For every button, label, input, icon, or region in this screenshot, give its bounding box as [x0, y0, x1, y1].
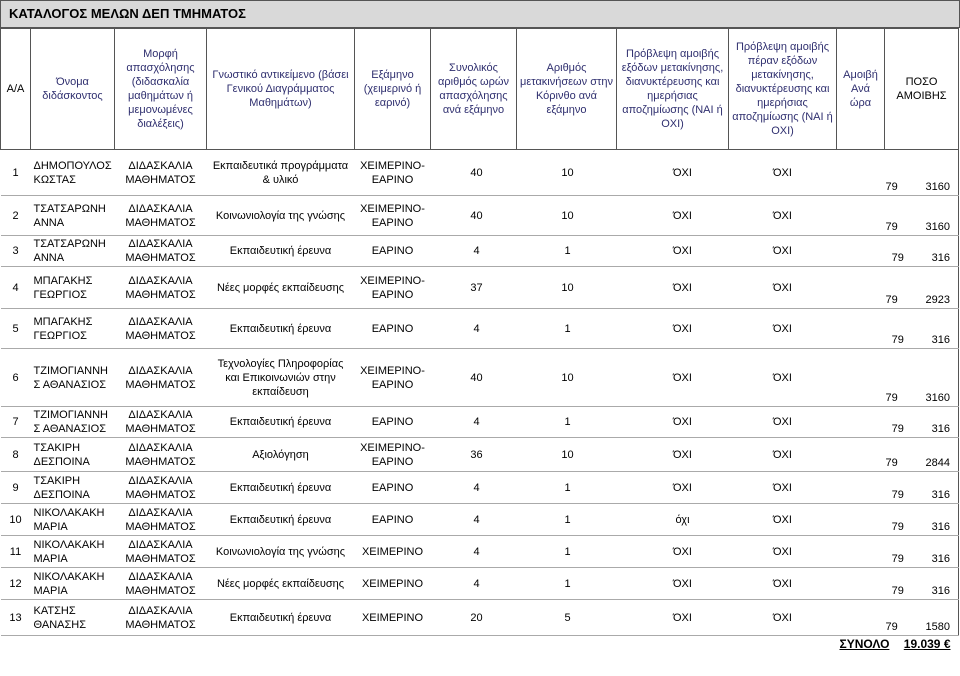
trips: 5 — [564, 611, 571, 624]
employment-type: ΔΙΔΑΣΚΑΛΙΑ ΜΑΘΗΜΑΤΟΣ — [115, 309, 207, 349]
semester: ΧΕΙΜΕΡΙΝΟ — [355, 536, 431, 568]
row-number: 6 — [1, 349, 31, 407]
numbers-group — [431, 349, 837, 407]
numbers-group — [431, 150, 837, 196]
semester: ΧΕΙΜΕΡΙΝΟ — [355, 568, 431, 600]
employment-type: ΔΙΔΑΣΚΑΛΙΑ ΜΑΘΗΜΑΤΟΣ — [115, 504, 207, 536]
numbers-group — [431, 196, 837, 236]
trips: 1 — [564, 481, 571, 494]
extra-pay-flag: ΌΧΙ — [773, 513, 792, 526]
numbers-group — [431, 438, 837, 472]
hours: 20 — [470, 611, 483, 624]
expenses-flag: ΌΧΙ — [673, 281, 692, 294]
table-row — [1, 150, 959, 196]
hours: 4 — [473, 481, 480, 494]
teacher-name: ΝΙΚΟΛΑΚΑΚΗ ΜΑΡΙΑ — [31, 504, 115, 536]
hourly-rate: 79 — [891, 334, 904, 346]
numbers-group — [431, 236, 837, 267]
row-number: 13 — [1, 600, 31, 636]
employment-type: ΔΙΔΑΣΚΑΛΙΑ ΜΑΘΗΜΑΤΟΣ — [115, 196, 207, 236]
table-row — [1, 568, 959, 600]
teacher-name: ΔΗΜΟΠΟΥΛΟΣ ΚΩΣΤΑΣ — [31, 150, 115, 196]
teacher-name: ΝΙΚΟΛΑΚΑΚΗ ΜΑΡΙΑ — [31, 536, 115, 568]
trips: 1 — [564, 416, 571, 428]
numbers-group — [431, 536, 837, 568]
extra-pay-flag: ΌΧΙ — [773, 448, 792, 461]
row-number: 12 — [1, 568, 31, 600]
expenses-flag: ΌΧΙ — [673, 416, 692, 428]
hourly-rate: 79 — [885, 392, 898, 404]
hours: 40 — [470, 371, 483, 384]
row-number: 9 — [1, 472, 31, 504]
col-extra-pay-header: Πρόβλεψη αμοιβής πέραν εξόδων μετακίνησης, διανυκτέρευσης και ημερήσιας αποζημίωσης (ΝΑΙ ή ΟΧΙ) — [729, 29, 837, 150]
amount: 3160 — [925, 392, 950, 404]
semester: ΧΕΙΜΕΡΙΝΟ — [355, 600, 431, 636]
total-label: ΣΥΝΟΛΟ — [839, 637, 890, 651]
amount: 316 — [931, 585, 950, 597]
payment — [837, 196, 959, 236]
subject: Εκπαιδευτική έρευνα — [207, 236, 355, 267]
numbers-group — [431, 267, 837, 309]
extra-pay-flag: ΌΧΙ — [773, 245, 792, 257]
amount: 1580 — [925, 621, 950, 633]
payment — [837, 349, 959, 407]
subject: Τεχνολογίες Πληροφορίας και Επικοινωνιών στην εκπαίδευση — [207, 349, 355, 407]
expenses-flag: ΌΧΙ — [673, 481, 692, 494]
table-body — [1, 150, 959, 636]
amount: 316 — [931, 521, 950, 533]
semester: ΕΑΡΙΝΟ — [355, 236, 431, 267]
hours: 4 — [473, 545, 480, 558]
numbers-group — [431, 504, 837, 536]
extra-pay-flag: ΌΧΙ — [773, 281, 792, 294]
expenses-flag: όχι — [675, 513, 690, 526]
row-number: 10 — [1, 504, 31, 536]
subject: Κοινωνιολογία της γνώσης — [207, 536, 355, 568]
extra-pay-flag: ΌΧΙ — [773, 481, 792, 494]
extra-pay-flag: ΌΧΙ — [773, 209, 792, 222]
employment-type: ΔΙΔΑΣΚΑΛΙΑ ΜΑΘΗΜΑΤΟΣ — [115, 236, 207, 267]
extra-pay-flag: ΌΧΙ — [773, 545, 792, 558]
numbers-group — [431, 600, 837, 636]
hours: 40 — [470, 166, 483, 179]
table-row — [1, 600, 959, 636]
trips: 10 — [561, 281, 574, 294]
table-row — [1, 349, 959, 407]
table-row — [1, 309, 959, 349]
semester: ΧΕΙΜΕΡΙΝΟ-ΕΑΡΙΝΟ — [355, 150, 431, 196]
hourly-rate: 79 — [891, 489, 904, 501]
trips: 1 — [564, 513, 571, 526]
col-name-header: Όνομα διδάσκοντος — [31, 29, 115, 150]
trips: 1 — [564, 322, 571, 335]
col-hours-header: Συνολικός αριθμός ωρών απασχόλησης ανά εξάμηνο — [431, 29, 517, 150]
trips: 1 — [564, 577, 571, 590]
amount: 316 — [931, 252, 950, 264]
expenses-flag: ΌΧΙ — [673, 209, 692, 222]
employment-type: ΔΙΔΑΣΚΑΛΙΑ ΜΑΘΗΜΑΤΟΣ — [115, 536, 207, 568]
amount: 2923 — [925, 294, 950, 306]
semester: ΧΕΙΜΕΡΙΝΟ-ΕΑΡΙΝΟ — [355, 196, 431, 236]
expenses-flag: ΌΧΙ — [673, 371, 692, 384]
employment-type: ΔΙΔΑΣΚΑΛΙΑ ΜΑΘΗΜΑΤΟΣ — [115, 438, 207, 472]
table-row — [1, 196, 959, 236]
subject: Εκπαιδευτικά προγράμματα & υλικό — [207, 150, 355, 196]
amount: 2844 — [925, 457, 950, 469]
amount: 316 — [931, 553, 950, 565]
col-subject-header: Γνωστικό αντικείμενο (βάσει Γενικού Διαγράμματος Μαθημάτων) — [207, 29, 355, 150]
subject: Εκπαιδευτική έρευνα — [207, 407, 355, 438]
subject: Εκπαιδευτική έρευνα — [207, 600, 355, 636]
employment-type: ΔΙΔΑΣΚΑΛΙΑ ΜΑΘΗΜΑΤΟΣ — [115, 600, 207, 636]
hours: 4 — [473, 322, 480, 335]
employment-type: ΔΙΔΑΣΚΑΛΙΑ ΜΑΘΗΜΑΤΟΣ — [115, 150, 207, 196]
employment-type: ΔΙΔΑΣΚΑΛΙΑ ΜΑΘΗΜΑΤΟΣ — [115, 472, 207, 504]
table-row — [1, 236, 959, 267]
numbers-group — [431, 568, 837, 600]
extra-pay-flag: ΌΧΙ — [773, 611, 792, 624]
row-number: 1 — [1, 150, 31, 196]
payment — [837, 267, 959, 309]
row-number: 2 — [1, 196, 31, 236]
teacher-name: ΤΖΙΜΟΓΙΑΝΝΗ Σ ΑΘΑΝΑΣΙΟΣ — [31, 349, 115, 407]
hourly-rate: 79 — [885, 457, 898, 469]
total-row — [1, 636, 959, 653]
payment — [837, 150, 959, 196]
payment — [837, 472, 959, 504]
hours: 37 — [470, 281, 483, 294]
semester: ΧΕΙΜΕΡΙΝΟ-ΕΑΡΙΝΟ — [355, 267, 431, 309]
teacher-name: ΤΣΑΚΙΡΗ ΔΕΣΠΟΙΝΑ — [31, 472, 115, 504]
page-title: ΚΑΤΑΛΟΓΟΣ ΜΕΛΩΝ ΔΕΠ ΤΜΗΜΑΤΟΣ — [0, 0, 960, 28]
row-number: 8 — [1, 438, 31, 472]
hourly-rate: 79 — [885, 621, 898, 633]
total-value: 19.039 € — [903, 637, 951, 651]
subject: Εκπαιδευτική έρευνα — [207, 309, 355, 349]
teacher-name: ΜΠΑΓΑΚΗΣ ΓΕΩΡΓΙΟΣ — [31, 267, 115, 309]
amount: 316 — [931, 423, 950, 435]
teacher-name: ΤΣΑΤΣΑΡΩΝΗ ΑΝΝΑ — [31, 196, 115, 236]
semester: ΕΑΡΙΝΟ — [355, 309, 431, 349]
subject: Αξιολόγηση — [207, 438, 355, 472]
employment-type: ΔΙΔΑΣΚΑΛΙΑ ΜΑΘΗΜΑΤΟΣ — [115, 568, 207, 600]
hours: 4 — [473, 513, 480, 526]
trips: 10 — [561, 166, 574, 179]
trips: 1 — [564, 245, 571, 257]
trips: 10 — [561, 371, 574, 384]
extra-pay-flag: ΌΧΙ — [773, 371, 792, 384]
semester: ΧΕΙΜΕΡΙΝΟ-ΕΑΡΙΝΟ — [355, 349, 431, 407]
teacher-name: ΝΙΚΟΛΑΚΑΚΗ ΜΑΡΙΑ — [31, 568, 115, 600]
semester: ΕΑΡΙΝΟ — [355, 407, 431, 438]
subject: Εκπαιδευτική έρευνα — [207, 472, 355, 504]
extra-pay-flag: ΌΧΙ — [773, 577, 792, 590]
expenses-flag: ΌΧΙ — [673, 322, 692, 335]
amount: 316 — [931, 334, 950, 346]
hours: 4 — [473, 577, 480, 590]
payment — [837, 309, 959, 349]
teacher-name: ΤΣΑΤΣΑΡΩΝΗ ΑΝΝΑ — [31, 236, 115, 267]
trips: 10 — [561, 209, 574, 222]
hourly-rate: 79 — [891, 553, 904, 565]
col-expenses-header: Πρόβλεψη αμοιβής εξόδων μετακίνησης, διανυκτέρευσης και ημερήσιας αποζημίωσης (ΝΑΙ ή ΟΧΙ) — [617, 29, 729, 150]
subject: Κοινωνιολογία της γνώσης — [207, 196, 355, 236]
subject: Εκπαιδευτική έρευνα — [207, 504, 355, 536]
expenses-flag: ΌΧΙ — [673, 545, 692, 558]
row-number: 4 — [1, 267, 31, 309]
row-number: 7 — [1, 407, 31, 438]
hourly-rate: 79 — [891, 252, 904, 264]
employment-type: ΔΙΔΑΣΚΑΛΙΑ ΜΑΘΗΜΑΤΟΣ — [115, 267, 207, 309]
col-amount-header: ΠΟΣΟ ΑΜΟΙΒΗΣ — [885, 29, 959, 150]
payment — [837, 504, 959, 536]
semester: ΕΑΡΙΝΟ — [355, 504, 431, 536]
numbers-group — [431, 407, 837, 438]
expenses-flag: ΌΧΙ — [673, 245, 692, 257]
expenses-flag: ΌΧΙ — [673, 166, 692, 179]
expenses-flag: ΌΧΙ — [673, 448, 692, 461]
hourly-rate: 79 — [885, 181, 898, 193]
extra-pay-flag: ΌΧΙ — [773, 416, 792, 428]
expenses-flag: ΌΧΙ — [673, 577, 692, 590]
semester: ΕΑΡΙΝΟ — [355, 472, 431, 504]
teacher-name: ΤΖΙΜΟΓΙΑΝΝΗ Σ ΑΘΑΝΑΣΙΟΣ — [31, 407, 115, 438]
employment-type: ΔΙΔΑΣΚΑΛΙΑ ΜΑΘΗΜΑΤΟΣ — [115, 349, 207, 407]
employment-type: ΔΙΔΑΣΚΑΛΙΑ ΜΑΘΗΜΑΤΟΣ — [115, 407, 207, 438]
teacher-name: ΚΑΤΣΗΣ ΘΑΝΑΣΗΣ — [31, 600, 115, 636]
hours: 36 — [470, 448, 483, 461]
hours: 4 — [473, 416, 480, 428]
col-aa-header: Α/Α — [1, 29, 31, 150]
expenses-flag: ΌΧΙ — [673, 611, 692, 624]
col-rate-header: Αμοιβή Ανά ώρα — [837, 29, 885, 150]
row-number: 3 — [1, 236, 31, 267]
table-row — [1, 438, 959, 472]
numbers-group — [431, 309, 837, 349]
table-row — [1, 504, 959, 536]
hourly-rate: 79 — [885, 221, 898, 233]
teacher-name: ΤΣΑΚΙΡΗ ΔΕΣΠΟΙΝΑ — [31, 438, 115, 472]
hours: 40 — [470, 209, 483, 222]
hourly-rate: 79 — [885, 294, 898, 306]
subject: Νέες μορφές εκπαίδευσης — [207, 568, 355, 600]
table-row — [1, 407, 959, 438]
col-trips-header: Αριθμός μετακινήσεων στην Κόρινθο ανά εξάμηνο — [517, 29, 617, 150]
hourly-rate: 79 — [891, 585, 904, 597]
members-table — [0, 28, 959, 652]
numbers-group — [431, 472, 837, 504]
extra-pay-flag: ΌΧΙ — [773, 166, 792, 179]
hourly-rate: 79 — [891, 521, 904, 533]
subject: Νέες μορφές εκπαίδευσης — [207, 267, 355, 309]
table-row — [1, 536, 959, 568]
hours: 4 — [473, 245, 480, 257]
extra-pay-flag: ΌΧΙ — [773, 322, 792, 335]
amount: 3160 — [925, 181, 950, 193]
hourly-rate: 79 — [891, 423, 904, 435]
trips: 10 — [561, 448, 574, 461]
amount: 316 — [931, 489, 950, 501]
row-number: 5 — [1, 309, 31, 349]
row-number: 11 — [1, 536, 31, 568]
amount: 3160 — [925, 221, 950, 233]
header-row — [1, 29, 959, 150]
payment — [837, 568, 959, 600]
payment — [837, 536, 959, 568]
payment — [837, 407, 959, 438]
payment — [837, 438, 959, 472]
trips: 1 — [564, 545, 571, 558]
col-semester-header: Εξάμηνο (χειμερινό ή εαρινό) — [355, 29, 431, 150]
table-row — [1, 472, 959, 504]
col-employment-header: Μορφή απασχόλησης (διδασκαλία μαθημάτων ή μεμονωμένες διαλέξεις) — [115, 29, 207, 150]
teacher-name: ΜΠΑΓΑΚΗΣ ΓΕΩΡΓΙΟΣ — [31, 309, 115, 349]
semester: ΧΕΙΜΕΡΙΝΟ-ΕΑΡΙΝΟ — [355, 438, 431, 472]
payment — [837, 600, 959, 636]
payment — [837, 236, 959, 267]
table-row — [1, 267, 959, 309]
